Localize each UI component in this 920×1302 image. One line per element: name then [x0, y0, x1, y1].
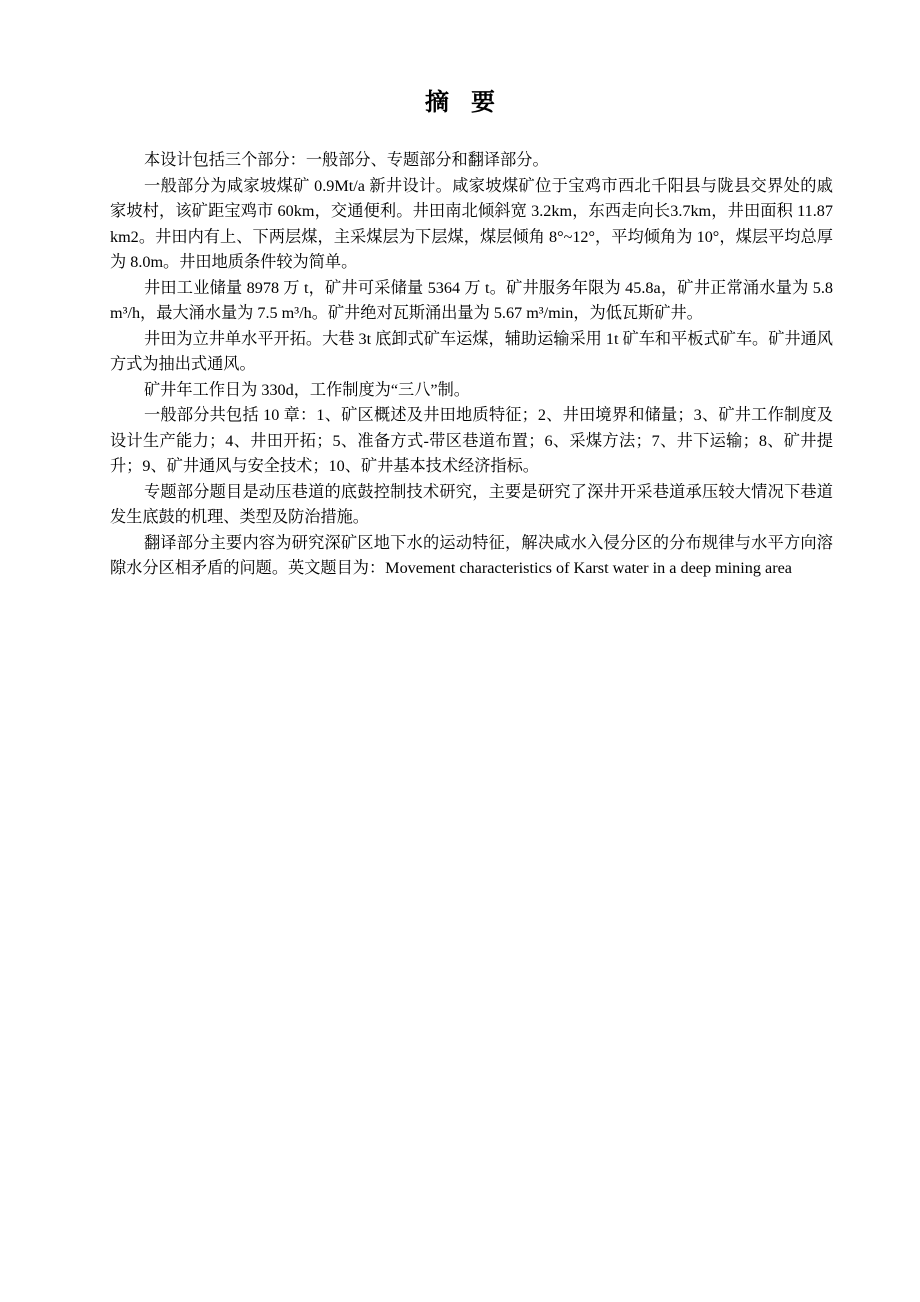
abstract-body	[110, 148, 833, 582]
abstract-paragraph-translation: 翻译部分主要内容为研究深矿区地下水的运动特征，解决咸水入侵分区的分布规律与水平方向溶隙水分区相矛盾的问题。英文题目为：Movement characteristics of Karst water in a deep mining area	[110, 533, 833, 577]
page-title-char-1: 摘	[425, 88, 449, 116]
page-title	[0, 86, 920, 118]
page-title-char-2: 要	[471, 88, 495, 116]
abstract-paragraph-work-schedule: 矿井年工作日为 330d，工作制度为“三八”制。	[144, 380, 470, 399]
abstract-paragraph-general-overview: 一般部分为咸家坡煤矿 0.9Mt/a 新井设计。咸家坡煤矿位于宝鸡市西北千阳县与陇县交界处的戚家坡村，该矿距宝鸡市 60km，交通便利。井田南北倾斜宽 3.2km，东西走向长3.7km，井田面积 11.87km2。井田内有上、下两层煤，主采煤层为下层煤，煤层倾角 8°~12°，平均倾角为 10°，煤层平均总厚为 8.0m。井田地质条件较为简单。	[110, 176, 833, 271]
abstract-paragraph-special-topic: 专题部分题目是动压巷道的底鼓控制技术研究，主要是研究了深井开采巷道承压较大情况下巷道发生底鼓的机理、类型及防治措施。	[110, 482, 833, 526]
abstract-paragraph-reserves: 井田工业储量 8978 万 t，矿井可采储量 5364 万 t。矿井服务年限为 45.8a，矿井正常涌水量为 5.8m³/h，最大涌水量为 7.5 m³/h。矿井绝对瓦斯涌出量为 5.67 m³/min，为低瓦斯矿井。	[110, 278, 833, 322]
abstract-paragraph-development: 井田为立井单水平开拓。大巷 3t 底卸式矿车运煤，辅助运输采用 1t 矿车和平板式矿车。矿井通风方式为抽出式通风。	[110, 329, 833, 373]
abstract-paragraph-chapters: 一般部分共包括 10 章：1、矿区概述及井田地质特征；2、井田境界和储量；3、矿井工作制度及设计生产能力；4、井田开拓；5、准备方式-带区巷道布置；6、采煤方法；7、井下运输；8、矿井提升；9、矿井通风与安全技术；10、矿井基本技术经济指标。	[110, 406, 833, 475]
abstract-paragraph-intro: 本设计包括三个部分：一般部分、专题部分和翻译部分。	[144, 151, 549, 169]
